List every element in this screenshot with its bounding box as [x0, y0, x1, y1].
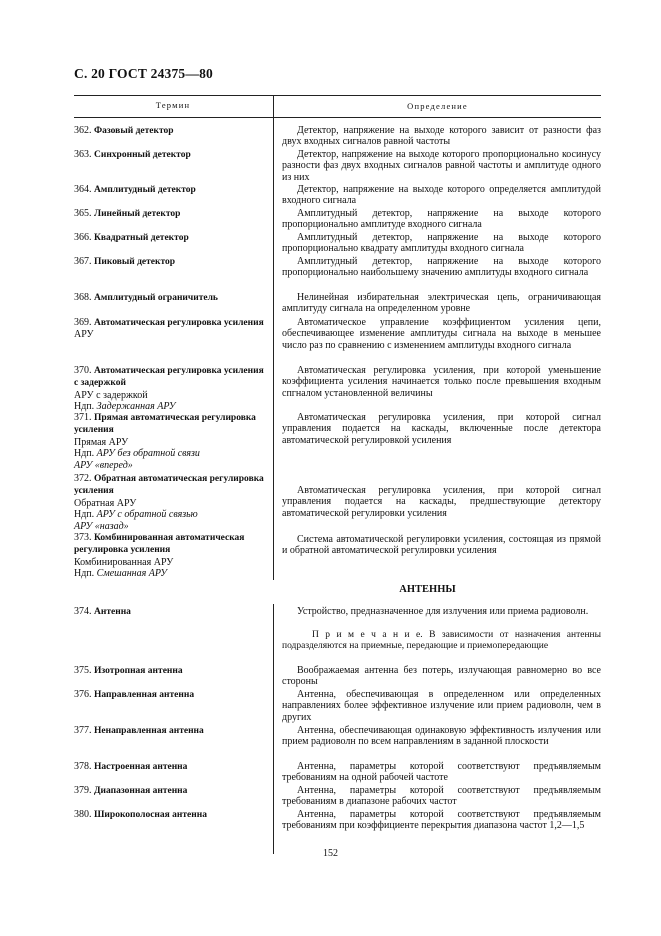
- nonstandard-term: Ндп. Смешанная АРУ: [74, 568, 168, 580]
- entry-number: 369.: [74, 317, 92, 328]
- term-text: Антенна: [94, 607, 131, 617]
- term-text: Ненаправленная антенна: [94, 726, 204, 736]
- entry-term: [74, 606, 264, 618]
- entry-number: 362.: [74, 125, 92, 136]
- entry-number: 370.: [74, 365, 92, 376]
- term-text: Прямая автоматическая регулировка усиления: [74, 413, 256, 436]
- definition-text: Амплитудный детектор, напряжение на выходе которого пропорционально наибольшему значению амплитуды входного сигнала: [282, 256, 601, 279]
- term-text: Амплитудный ограничитель: [94, 293, 218, 303]
- entry-definition: [282, 232, 601, 255]
- term-abbreviation: Комбинированная АРУ: [74, 556, 174, 568]
- entry-term: [74, 149, 264, 161]
- term-text: Широкополосная антенна: [94, 810, 207, 820]
- column-divider-upper: [273, 116, 274, 580]
- nonstandard-term: Ндп. Задержанная АРУ: [74, 401, 176, 413]
- entry-term: [74, 317, 264, 341]
- term-text: Пиковый детектор: [94, 257, 176, 267]
- term-text: Обратная автоматическая регулировка усиления: [74, 474, 264, 497]
- entry-definition: [282, 606, 601, 617]
- entry-term: [74, 125, 264, 137]
- entry-term: [74, 256, 264, 268]
- definition-text: Нелинейная избирательная электрическая цепь, ограничивающая амплитуду сигнала на определенном уровне: [282, 292, 601, 315]
- table-header: [74, 95, 601, 118]
- entry-number: 379.: [74, 785, 92, 796]
- definition-text: Автоматическая регулировка усиления, при которой сигнал управления подается на каскады, включенные после детектора автоматической регулировкой усиления: [282, 412, 601, 446]
- column-header-term: Термин: [155, 100, 191, 110]
- definition-text: Амплитудный детектор, напряжение на выходе которого пропорционально амплитуде входного сигнала: [282, 208, 601, 231]
- definition-text: Система автоматической регулировки усиления, состоящая из прямой и обратной автоматической регулировки усиления: [282, 534, 601, 557]
- entry-definition: [282, 689, 601, 723]
- term-text: Диапазонная антенна: [94, 786, 188, 796]
- definition-text: Антенна, параметры которой соответствуют предъявляемым требованиям в диапазоне рабочих частот: [282, 785, 601, 808]
- term-text: Автоматическая регулировка усиления с задержкой: [74, 366, 264, 389]
- definition-text: Автоматическое управление коэффициентом усиления цепи, обеспечивающее изменение амплитуды сигнала на выходе в меньшее число раз по сравнению с изменением амплитуды входного сигнала: [282, 317, 601, 351]
- definition-text: Детектор, напряжение на выходе которого определяется амплитудой входного сигнала: [282, 184, 601, 207]
- term-text: Настроенная антенна: [94, 762, 188, 772]
- term-text: Амплитудный детектор: [94, 185, 196, 195]
- nonstandard-term: Ндп. АРУ без обратной связи: [74, 448, 200, 460]
- entry-number: 364.: [74, 184, 92, 195]
- entry-definition: [282, 292, 601, 315]
- definition-text: Детектор, напряжение на выходе которого зависит от разности фаз двух входных сигналов равной частоты: [282, 125, 601, 148]
- entry-term: [74, 412, 264, 471]
- entry-number: 375.: [74, 665, 92, 676]
- entry-term: [74, 809, 264, 821]
- entry-number: 372.: [74, 473, 92, 484]
- entry-number: 365.: [74, 208, 92, 219]
- nonstandard-term: АРУ «назад»: [74, 520, 129, 532]
- entry-number: 368.: [74, 292, 92, 303]
- entry-number: 367.: [74, 256, 92, 267]
- term-text: Автоматическая регулировка усиления: [94, 318, 264, 328]
- entry-number: 371.: [74, 412, 92, 423]
- entry-number: 366.: [74, 232, 92, 243]
- definition-text: Автоматическая регулировка усиления, при которой сигнал управления подается на каскады, предшествующие детектору автоматической регулировки усиления: [282, 485, 601, 519]
- definition-text: Антенна, обеспечивающая в определенном или определенных направлениях более эффективное излучение или прием радиоволн, чем в других: [282, 689, 601, 723]
- term-text: Синхронный детектор: [94, 150, 191, 160]
- entry-term: [74, 689, 264, 701]
- entry-definition: [282, 365, 601, 399]
- entry-definition: [282, 534, 601, 557]
- term-abbreviation: Обратная АРУ: [74, 497, 137, 509]
- column-divider-lower: [273, 604, 274, 854]
- nonstandard-term: АРУ «вперед»: [74, 459, 133, 471]
- definition-text: Антенна, параметры которой соответствуют предъявляемым требованиям при коэффициенте перекрытия диапазона частот 1,2—1,5: [282, 809, 601, 832]
- entry-definition: [282, 761, 601, 784]
- entry-number: 363.: [74, 149, 92, 160]
- term-text: Комбинированная автоматическая регулировка усиления: [74, 533, 245, 556]
- term-abbreviation: Прямая АРУ: [74, 436, 129, 448]
- entry-definition: [282, 125, 601, 148]
- entry-term: [74, 532, 264, 580]
- entry-term: [74, 785, 264, 797]
- page-header: С. 20 ГОСТ 24375—80: [74, 66, 213, 81]
- entry-definition: [282, 184, 601, 207]
- entry-definition: [282, 665, 601, 688]
- definition-text: Детектор, напряжение на выходе которого пропорционально косинусу разности фаз двух входных сигналов равной частоты и амплитуде одного из них: [282, 149, 601, 183]
- term-text: Квадратный детектор: [94, 233, 189, 243]
- column-header-definition: Определение: [273, 96, 601, 117]
- entry-definition: [282, 208, 601, 231]
- term-text: Линейный детектор: [94, 209, 181, 219]
- term-text: Фазовый детектор: [94, 126, 174, 136]
- note: [282, 630, 601, 653]
- entry-definition: [282, 725, 601, 748]
- entry-definition: [282, 412, 601, 446]
- entry-number: 377.: [74, 725, 92, 736]
- entry-term: [74, 292, 264, 304]
- entry-term: [74, 473, 264, 532]
- term-abbreviation: АРУ: [74, 329, 94, 341]
- definition-text: Воображаемая антенна без потерь, излучающая равномерно во все стороны: [282, 665, 601, 688]
- definition-text: Амплитудный детектор, напряжение на выходе которого пропорционально квадрату амплитуды входного сигнала: [282, 232, 601, 255]
- page-number: 152: [323, 848, 338, 859]
- entry-term: [74, 725, 264, 737]
- term-text: Изотропная антенна: [94, 666, 183, 676]
- entry-definition: [282, 149, 601, 183]
- definition-text: Автоматическая регулировка усиления, при которой уменьшение коэффициента усиления начинается только после превышения входным спгналом установленной величины: [282, 365, 601, 399]
- term-abbreviation: АРУ с задержкой: [74, 389, 148, 401]
- table-head-row: [74, 95, 601, 118]
- note-text: В зависимости от назначения антенны подразделяются на приемные, передающие и приемопередающие: [282, 630, 602, 652]
- definition-text: Антенна, обеспечивающая одинаковую эффективность излучения или прием радиоволн по всем направлениям в заданной плоскости: [282, 725, 601, 748]
- entry-definition: [282, 485, 601, 519]
- entry-definition: [282, 809, 601, 832]
- entry-term: [74, 208, 264, 220]
- entry-definition: [282, 256, 601, 279]
- entry-number: 373.: [74, 532, 92, 543]
- entry-number: 376.: [74, 689, 92, 700]
- glossary-content: [74, 116, 601, 856]
- definition-text: Устройство, предназначенное для излучения или приема радиоволн.: [297, 606, 589, 617]
- entry-definition: [282, 785, 601, 808]
- entry-term: [74, 761, 264, 773]
- entry-term: [74, 365, 264, 413]
- note-label: П р и м е ч а н и е.: [312, 630, 423, 640]
- entry-term: [74, 232, 264, 244]
- term-text: Направленная антенна: [94, 690, 195, 700]
- section-title: АНТЕННЫ: [399, 584, 456, 595]
- entry-term: [74, 665, 264, 677]
- entry-number: 374.: [74, 606, 92, 617]
- entry-definition: [282, 317, 601, 351]
- entry-number: 378.: [74, 761, 92, 772]
- entry-term: [74, 184, 264, 196]
- nonstandard-term: Ндп. АРУ с обратной связью: [74, 509, 198, 521]
- entry-number: 380.: [74, 809, 92, 820]
- definition-text: Антенна, параметры которой соответствуют предъявляемым требованиям на одной рабочей частоте: [282, 761, 601, 784]
